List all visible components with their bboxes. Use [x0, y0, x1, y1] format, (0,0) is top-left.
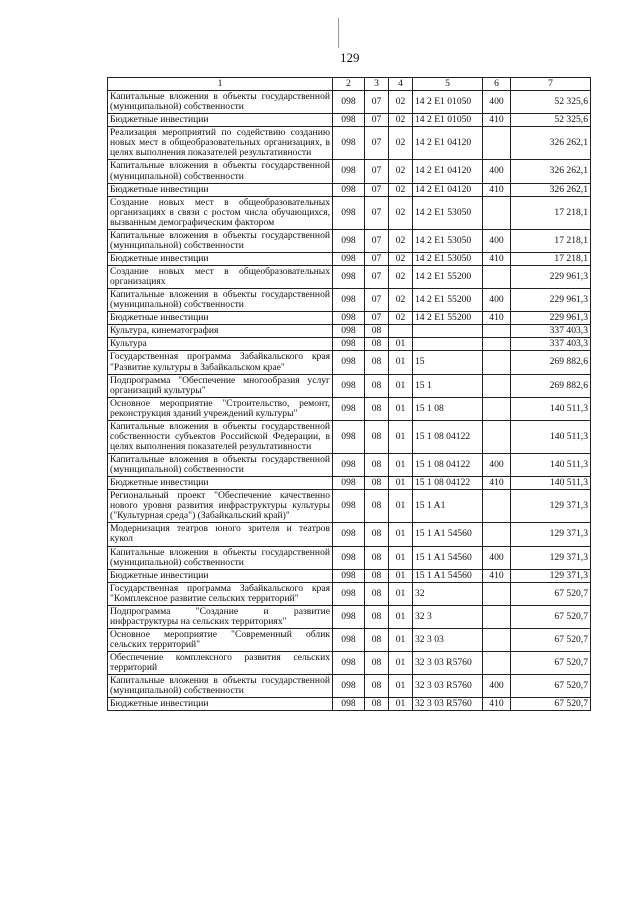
- row-subsection-cell: 02: [389, 312, 413, 325]
- row-admin-code-cell: 098: [333, 374, 365, 397]
- row-section-cell: 08: [365, 628, 389, 651]
- row-admin-code-cell: 098: [333, 196, 365, 229]
- column-header: 2: [333, 78, 365, 91]
- table-row: [108, 652, 591, 675]
- row-section-cell: 07: [365, 183, 389, 196]
- row-name-cell: Капитальные вложения в объекты государственной (муниципальной) собственности: [108, 289, 333, 312]
- row-target-article-cell: 15 1 08 04122: [413, 454, 483, 477]
- row-subsection-cell: 01: [389, 397, 413, 420]
- row-section-cell: 08: [365, 490, 389, 523]
- row-subsection-cell: 01: [389, 374, 413, 397]
- row-section-cell: 07: [365, 229, 389, 252]
- row-section-cell: 08: [365, 397, 389, 420]
- table-row: [108, 628, 591, 651]
- row-subsection-cell: 01: [389, 490, 413, 523]
- row-amount-cell: 67 520,7: [511, 582, 591, 605]
- row-section-cell: 08: [365, 523, 389, 546]
- row-name-cell: Капитальные вложения в объекты государственной (муниципальной) собственности: [108, 546, 333, 569]
- table-row: [108, 397, 591, 420]
- row-expense-type-cell: 410: [483, 698, 511, 711]
- row-subsection-cell: 01: [389, 523, 413, 546]
- table-row: [108, 454, 591, 477]
- row-name-cell: Бюджетные инвестиции: [108, 477, 333, 490]
- row-expense-type-cell: [483, 397, 511, 420]
- row-amount-cell: 269 882,6: [511, 351, 591, 374]
- row-expense-type-cell: [483, 266, 511, 289]
- table-row: [108, 127, 591, 160]
- row-subsection-cell: 01: [389, 454, 413, 477]
- row-name-cell: Культура: [108, 338, 333, 351]
- row-subsection-cell: 01: [389, 338, 413, 351]
- row-admin-code-cell: 098: [333, 127, 365, 160]
- table-row: [108, 675, 591, 698]
- row-expense-type-cell: 400: [483, 546, 511, 569]
- row-expense-type-cell: [483, 420, 511, 453]
- row-target-article-cell: 14 2 E1 04120: [413, 160, 483, 183]
- table-row: [108, 523, 591, 546]
- row-target-article-cell: 15 1 A1 54560: [413, 546, 483, 569]
- row-name-cell: Капитальные вложения в объекты государственной (муниципальной) собственности: [108, 160, 333, 183]
- column-header: 1: [108, 78, 333, 91]
- row-target-article-cell: 32 3 03 R5760: [413, 675, 483, 698]
- row-section-cell: 08: [365, 569, 389, 582]
- budget-table: [107, 77, 591, 711]
- row-expense-type-cell: [483, 374, 511, 397]
- row-target-article-cell: 15 1 08 04122: [413, 420, 483, 453]
- row-name-cell: Основное мероприятие "Строительство, ремонт, реконструкция зданий учреждений культуры": [108, 397, 333, 420]
- row-name-cell: Реализация мероприятий по содействию созданию новых мест в общеобразовательных организациях, в целях выполнения показателей результативности: [108, 127, 333, 160]
- row-name-cell: Капитальные вложения в объекты государственной (муниципальной) собственности: [108, 675, 333, 698]
- row-name-cell: Модернизация театров юного зрителя и театров кукол: [108, 523, 333, 546]
- row-expense-type-cell: [483, 582, 511, 605]
- table-row: [108, 196, 591, 229]
- table-row: [108, 420, 591, 453]
- table-body: [108, 91, 591, 711]
- row-target-article-cell: 32 3 03: [413, 628, 483, 651]
- row-amount-cell: 337 403,3: [511, 325, 591, 338]
- table-row: [108, 114, 591, 127]
- row-amount-cell: 140 511,3: [511, 420, 591, 453]
- row-subsection-cell: 02: [389, 266, 413, 289]
- table-row: [108, 312, 591, 325]
- row-expense-type-cell: [483, 127, 511, 160]
- row-section-cell: 07: [365, 114, 389, 127]
- page-number: 129: [340, 50, 360, 65]
- scan-artifact-line: [338, 18, 339, 48]
- row-section-cell: 07: [365, 127, 389, 160]
- row-expense-type-cell: 410: [483, 569, 511, 582]
- column-header: 4: [389, 78, 413, 91]
- row-section-cell: 08: [365, 605, 389, 628]
- row-section-cell: 07: [365, 91, 389, 114]
- row-amount-cell: 67 520,7: [511, 605, 591, 628]
- table-row: [108, 374, 591, 397]
- row-name-cell: Создание новых мест в общеобразовательных организациях в связи с ростом числа обучающихся, вызванным демографическим фактором: [108, 196, 333, 229]
- row-name-cell: Бюджетные инвестиции: [108, 312, 333, 325]
- row-subsection-cell: 02: [389, 196, 413, 229]
- row-section-cell: 08: [365, 698, 389, 711]
- row-admin-code-cell: 098: [333, 454, 365, 477]
- row-expense-type-cell: [483, 523, 511, 546]
- row-admin-code-cell: 098: [333, 675, 365, 698]
- row-expense-type-cell: 400: [483, 91, 511, 114]
- row-target-article-cell: 32 3 03 R5760: [413, 652, 483, 675]
- column-header: 5: [413, 78, 483, 91]
- row-expense-type-cell: [483, 325, 511, 338]
- row-amount-cell: 52 325,6: [511, 91, 591, 114]
- row-section-cell: 08: [365, 374, 389, 397]
- row-admin-code-cell: 098: [333, 266, 365, 289]
- row-expense-type-cell: [483, 652, 511, 675]
- row-name-cell: Бюджетные инвестиции: [108, 698, 333, 711]
- row-name-cell: Подпрограмма "Создание и развитие инфраструктуры на сельских территориях": [108, 605, 333, 628]
- row-name-cell: Подпрограмма "Обеспечение многообразия услуг организаций культуры": [108, 374, 333, 397]
- row-admin-code-cell: 098: [333, 698, 365, 711]
- table-row: [108, 338, 591, 351]
- row-expense-type-cell: 410: [483, 183, 511, 196]
- row-expense-type-cell: [483, 490, 511, 523]
- row-amount-cell: 140 511,3: [511, 397, 591, 420]
- row-target-article-cell: 14 2 E1 55200: [413, 312, 483, 325]
- row-amount-cell: 129 371,3: [511, 523, 591, 546]
- row-name-cell: Капитальные вложения в объекты государственной (муниципальной) собственности: [108, 229, 333, 252]
- table-row: [108, 569, 591, 582]
- row-expense-type-cell: [483, 351, 511, 374]
- row-admin-code-cell: 098: [333, 628, 365, 651]
- table-header-row: [108, 78, 591, 91]
- row-expense-type-cell: 410: [483, 312, 511, 325]
- row-admin-code-cell: 098: [333, 477, 365, 490]
- row-name-cell: Обеспечение комплексного развития сельских территорий: [108, 652, 333, 675]
- row-admin-code-cell: 098: [333, 397, 365, 420]
- row-section-cell: 07: [365, 196, 389, 229]
- row-section-cell: 08: [365, 582, 389, 605]
- row-admin-code-cell: 098: [333, 338, 365, 351]
- row-subsection-cell: 01: [389, 351, 413, 374]
- column-header: 6: [483, 78, 511, 91]
- row-target-article-cell: 14 2 E1 55200: [413, 289, 483, 312]
- row-subsection-cell: 01: [389, 675, 413, 698]
- column-header: 3: [365, 78, 389, 91]
- row-section-cell: 08: [365, 675, 389, 698]
- row-subsection-cell: 01: [389, 652, 413, 675]
- row-name-cell: Бюджетные инвестиции: [108, 252, 333, 265]
- row-admin-code-cell: 098: [333, 312, 365, 325]
- row-amount-cell: 229 961,3: [511, 266, 591, 289]
- table-row: [108, 252, 591, 265]
- table-row: [108, 698, 591, 711]
- row-name-cell: Бюджетные инвестиции: [108, 569, 333, 582]
- table-row: [108, 325, 591, 338]
- table-row: [108, 582, 591, 605]
- row-amount-cell: 67 520,7: [511, 628, 591, 651]
- row-section-cell: 07: [365, 252, 389, 265]
- row-admin-code-cell: 098: [333, 351, 365, 374]
- row-admin-code-cell: 098: [333, 605, 365, 628]
- row-section-cell: 07: [365, 289, 389, 312]
- row-target-article-cell: 14 2 E1 04120: [413, 183, 483, 196]
- row-amount-cell: 129 371,3: [511, 490, 591, 523]
- row-subsection-cell: 02: [389, 114, 413, 127]
- row-section-cell: 08: [365, 420, 389, 453]
- row-section-cell: 08: [365, 652, 389, 675]
- row-section-cell: 07: [365, 312, 389, 325]
- row-section-cell: 07: [365, 266, 389, 289]
- row-amount-cell: 269 882,6: [511, 374, 591, 397]
- row-section-cell: 08: [365, 546, 389, 569]
- row-expense-type-cell: 400: [483, 160, 511, 183]
- row-subsection-cell: 01: [389, 628, 413, 651]
- row-target-article-cell: 15 1 A1: [413, 490, 483, 523]
- row-subsection-cell: 01: [389, 477, 413, 490]
- row-admin-code-cell: 098: [333, 325, 365, 338]
- row-target-article-cell: 32 3: [413, 605, 483, 628]
- table-row: [108, 605, 591, 628]
- row-amount-cell: 337 403,3: [511, 338, 591, 351]
- row-amount-cell: 17 218,1: [511, 196, 591, 229]
- row-admin-code-cell: 098: [333, 420, 365, 453]
- row-admin-code-cell: 098: [333, 252, 365, 265]
- row-amount-cell: 17 218,1: [511, 229, 591, 252]
- row-name-cell: Региональный проект "Обеспечение качественно нового уровня развития инфраструктуры культуры ("Культурная среда") (Забайкальский край)": [108, 490, 333, 523]
- row-target-article-cell: 15 1 A1 54560: [413, 569, 483, 582]
- column-header: 7: [511, 78, 591, 91]
- table-row: [108, 546, 591, 569]
- row-subsection-cell: 01: [389, 605, 413, 628]
- row-expense-type-cell: 410: [483, 252, 511, 265]
- row-subsection-cell: 01: [389, 546, 413, 569]
- row-amount-cell: 67 520,7: [511, 675, 591, 698]
- row-name-cell: Капитальные вложения в объекты государственной (муниципальной) собственности: [108, 91, 333, 114]
- row-subsection-cell: 01: [389, 569, 413, 582]
- row-target-article-cell: [413, 338, 483, 351]
- row-expense-type-cell: [483, 605, 511, 628]
- row-subsection-cell: 02: [389, 127, 413, 160]
- row-target-article-cell: 14 2 E1 04120: [413, 127, 483, 160]
- row-admin-code-cell: 098: [333, 490, 365, 523]
- row-name-cell: Бюджетные инвестиции: [108, 183, 333, 196]
- row-target-article-cell: 14 2 E1 01050: [413, 91, 483, 114]
- row-section-cell: 08: [365, 477, 389, 490]
- row-amount-cell: 52 325,6: [511, 114, 591, 127]
- row-amount-cell: 17 218,1: [511, 252, 591, 265]
- row-target-article-cell: 14 2 E1 53050: [413, 229, 483, 252]
- table-row: [108, 266, 591, 289]
- row-name-cell: Капитальные вложения в объекты государственной (муниципальной) собственности: [108, 454, 333, 477]
- row-name-cell: Культура, кинематография: [108, 325, 333, 338]
- row-admin-code-cell: 098: [333, 546, 365, 569]
- row-target-article-cell: 32: [413, 582, 483, 605]
- table-row: [108, 351, 591, 374]
- row-target-article-cell: 15: [413, 351, 483, 374]
- row-subsection-cell: 02: [389, 252, 413, 265]
- table-row: [108, 160, 591, 183]
- row-name-cell: Бюджетные инвестиции: [108, 114, 333, 127]
- row-amount-cell: 229 961,3: [511, 312, 591, 325]
- row-admin-code-cell: 098: [333, 582, 365, 605]
- row-name-cell: Государственная программа Забайкальского края "Комплексное развитие сельских территорий": [108, 582, 333, 605]
- row-target-article-cell: 15 1 08 04122: [413, 477, 483, 490]
- row-expense-type-cell: 410: [483, 477, 511, 490]
- row-target-article-cell: 15 1: [413, 374, 483, 397]
- row-name-cell: Основное мероприятие "Современный облик сельских территорий": [108, 628, 333, 651]
- row-expense-type-cell: 400: [483, 675, 511, 698]
- row-expense-type-cell: 400: [483, 289, 511, 312]
- row-subsection-cell: 02: [389, 229, 413, 252]
- row-amount-cell: 229 961,3: [511, 289, 591, 312]
- row-subsection-cell: 02: [389, 160, 413, 183]
- row-admin-code-cell: 098: [333, 91, 365, 114]
- row-section-cell: 07: [365, 160, 389, 183]
- row-section-cell: 08: [365, 325, 389, 338]
- row-section-cell: 08: [365, 338, 389, 351]
- row-admin-code-cell: 098: [333, 160, 365, 183]
- row-admin-code-cell: 098: [333, 523, 365, 546]
- row-amount-cell: 326 262,1: [511, 160, 591, 183]
- row-name-cell: Создание новых мест в общеобразовательных организациях: [108, 266, 333, 289]
- row-target-article-cell: 15 1 08: [413, 397, 483, 420]
- row-admin-code-cell: 098: [333, 229, 365, 252]
- row-target-article-cell: 14 2 E1 01050: [413, 114, 483, 127]
- row-subsection-cell: 01: [389, 582, 413, 605]
- row-amount-cell: 326 262,1: [511, 183, 591, 196]
- row-expense-type-cell: [483, 338, 511, 351]
- table-row: [108, 91, 591, 114]
- row-target-article-cell: 15 1 A1 54560: [413, 523, 483, 546]
- row-expense-type-cell: 400: [483, 229, 511, 252]
- row-section-cell: 08: [365, 454, 389, 477]
- row-expense-type-cell: 410: [483, 114, 511, 127]
- row-admin-code-cell: 098: [333, 114, 365, 127]
- row-amount-cell: 129 371,3: [511, 546, 591, 569]
- row-subsection-cell: 02: [389, 183, 413, 196]
- row-name-cell: Капитальные вложения в объекты государственной собственности субъектов Российской Федерации, в целях выполнения показателей результативности: [108, 420, 333, 453]
- row-amount-cell: 140 511,3: [511, 454, 591, 477]
- row-expense-type-cell: [483, 628, 511, 651]
- row-target-article-cell: 14 2 E1 53050: [413, 252, 483, 265]
- row-expense-type-cell: [483, 196, 511, 229]
- row-name-cell: Государственная программа Забайкальского края "Развитие культуры в Забайкальском крае": [108, 351, 333, 374]
- row-subsection-cell: 01: [389, 698, 413, 711]
- table-row: [108, 289, 591, 312]
- table-row: [108, 183, 591, 196]
- row-subsection-cell: 02: [389, 289, 413, 312]
- row-admin-code-cell: 098: [333, 569, 365, 582]
- row-target-article-cell: 14 2 E1 55200: [413, 266, 483, 289]
- row-amount-cell: 326 262,1: [511, 127, 591, 160]
- row-subsection-cell: 02: [389, 91, 413, 114]
- row-subsection-cell: 01: [389, 420, 413, 453]
- row-amount-cell: 67 520,7: [511, 652, 591, 675]
- row-subsection-cell: [389, 325, 413, 338]
- row-amount-cell: 140 511,3: [511, 477, 591, 490]
- row-amount-cell: 67 520,7: [511, 698, 591, 711]
- table-row: [108, 490, 591, 523]
- row-amount-cell: 129 371,3: [511, 569, 591, 582]
- row-target-article-cell: [413, 325, 483, 338]
- row-target-article-cell: 32 3 03 R5760: [413, 698, 483, 711]
- table-row: [108, 229, 591, 252]
- row-admin-code-cell: 098: [333, 289, 365, 312]
- row-section-cell: 08: [365, 351, 389, 374]
- row-admin-code-cell: 098: [333, 652, 365, 675]
- row-target-article-cell: 14 2 E1 53050: [413, 196, 483, 229]
- table-row: [108, 477, 591, 490]
- row-admin-code-cell: 098: [333, 183, 365, 196]
- row-expense-type-cell: 400: [483, 454, 511, 477]
